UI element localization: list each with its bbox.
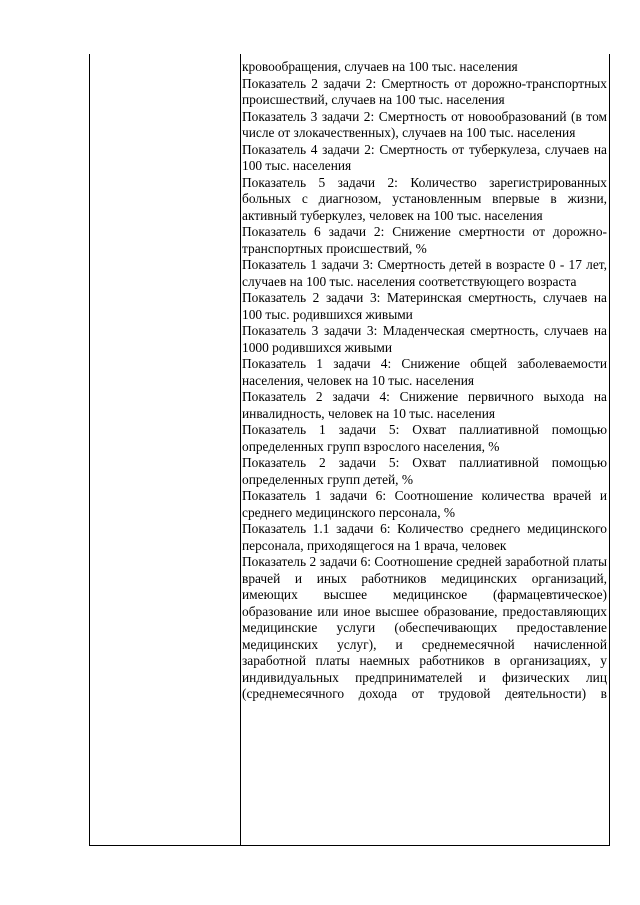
paragraph-3: Показатель 4 задачи 2: Смертность от туберкулеза, случаев на 100 тыс. населения [242, 141, 607, 173]
paragraph-1: Показатель 2 задачи 2: Смертность от дорожно-транспортных происшествий, случаев на 100 тыс. населения [242, 75, 607, 107]
document-table [89, 54, 610, 846]
paragraph-11: Показатель 1 задачи 5: Охват паллиативной помощью определенных групп взрослого населения, % [242, 422, 607, 454]
paragraph-5: Показатель 6 задачи 2: Снижение смертности от дорожно-транспортных происшествий, % [242, 224, 607, 256]
paragraph-10: Показатель 2 задачи 4: Снижение первичного выхода на инвалидность, человек на 10 тыс. населения [242, 389, 607, 421]
indicator-list [242, 59, 607, 703]
paragraph-2: Показатель 3 задачи 2: Смертность от новообразований (в том числе от злокачественных), случаев на 100 тыс. населения [242, 108, 607, 140]
paragraph-7: Показатель 2 задачи 3: Материнская смертность, случаев на 100 тыс. родившихся живыми [242, 290, 607, 322]
paragraph-8: Показатель 3 задачи 3: Младенческая смертность, случаев на 1000 родившихся живыми [242, 323, 607, 355]
paragraph-0: кровообращения, случаев на 100 тыс. населения [242, 59, 518, 74]
paragraph-9: Показатель 1 задачи 4: Снижение общей заболеваемости населения, человек на 10 тыс. населения [242, 356, 607, 388]
paragraph-13: Показатель 1 задачи 6: Соотношение количества врачей и среднего медицинского персонала, % [242, 488, 607, 520]
table-left-column [90, 54, 241, 845]
paragraph-6: Показатель 1 задачи 3: Смертность детей в возрасте 0 - 17 лет, случаев на 100 тыс. населения соответствующего возраста [242, 257, 607, 289]
paragraph-14: Показатель 1.1 задачи 6: Количество среднего медицинского персонала, приходящегося на 1 врача, человек [242, 521, 607, 553]
paragraph-15: Показатель 2 задачи 6: Соотношение средней заработной платы врачей и иных работников медицинских организаций, имеющих высшее медицинское (фармацевтическое) образование или иное высшее образование, предоставляющих медицинские услуги (обеспечивающих предоставление медицинских услуг), и среднемесячной начисленной заработной платы наемных работников в организациях, у индивидуальных предпринимателей и физических лиц (среднемесячного дохода от трудовой деятельности) в [242, 554, 607, 701]
paragraph-4: Показатель 5 задачи 2: Количество зарегистрированных больных с диагнозом, установленным впервые в жизни, активный туберкулез, человек на 100 тыс. населения [242, 174, 607, 223]
paragraph-12: Показатель 2 задачи 5: Охват паллиативной помощью определенных групп детей, % [242, 455, 607, 487]
table-right-column [241, 54, 609, 845]
